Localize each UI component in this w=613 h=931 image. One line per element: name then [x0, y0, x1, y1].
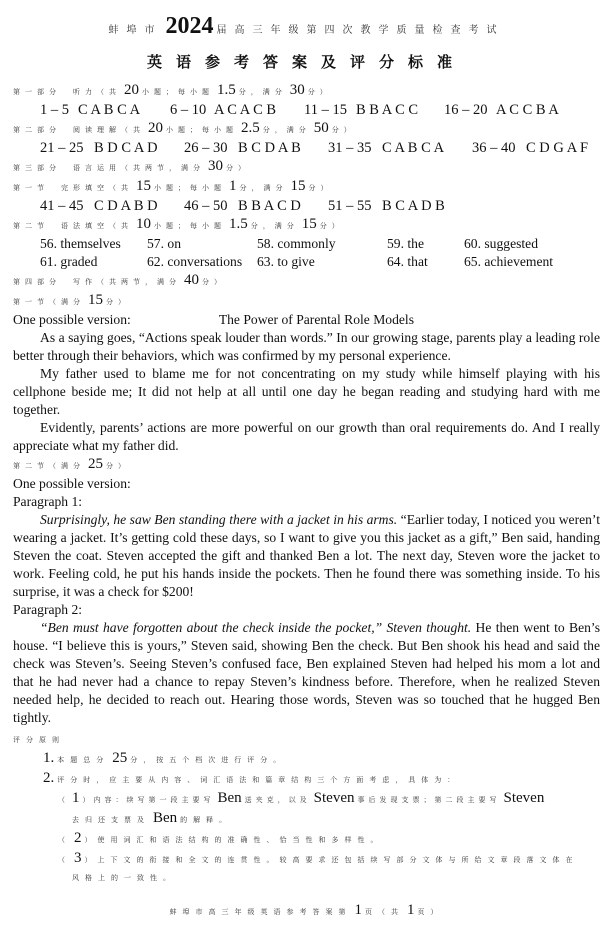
h-text: 第一节（满分 [13, 298, 85, 306]
answer-letters: B B A C D [238, 198, 301, 214]
h-text: 分） [331, 126, 356, 134]
h-text: 分） [307, 88, 332, 96]
h-num: 1 [229, 178, 237, 194]
rule-text: （ [58, 856, 71, 864]
part3-s2-header [13, 215, 600, 235]
rule-num: 1 [72, 790, 80, 806]
page-title: 英语参考答案及评分标准 [146, 53, 466, 71]
answer-item: 61. graded [40, 254, 98, 269]
rule-2-3 [13, 849, 600, 869]
answer-letters: B C A D B [382, 198, 445, 214]
part4-header [13, 271, 600, 291]
part4-s2-header [13, 455, 600, 475]
answer-letters: A C C B A [496, 102, 559, 118]
part4-s1-header [13, 291, 600, 311]
h-text: 小题；每小题 [142, 88, 214, 96]
given-sentence: Surprisingly, he saw Ben standing there with a jacket in his arms. [40, 512, 398, 527]
answer-range: 11 – 15 [304, 102, 347, 118]
part2-header [13, 119, 600, 139]
h-num: 15 [290, 178, 306, 194]
answer-item: 58. commonly [257, 236, 336, 251]
h-text: 分，满分 [262, 126, 311, 134]
answer-item: 65. achievement [464, 254, 554, 269]
h-text: 小题；每小题 [166, 126, 238, 134]
rule-text: ）内容：续写第一段主要写 [82, 796, 215, 804]
h-text: 分） [106, 462, 130, 470]
answer-item: 63. to give [257, 254, 315, 269]
part1-answers [13, 101, 600, 119]
title-exam: 届高三年级第四次教学质量检查考试 [216, 25, 505, 36]
h-num: 30 [208, 158, 223, 174]
answer-letters: C D A B D [94, 198, 158, 214]
h-text: 小题；每小题 [154, 184, 226, 192]
part3-s1-answers [13, 197, 600, 215]
essay-2 [13, 475, 600, 727]
answer-range: 16 – 20 [444, 102, 488, 118]
rule-1 [13, 749, 600, 769]
rule-2-2 [13, 829, 600, 849]
h-text: 分，满分 [238, 88, 287, 96]
answer-range: 46 – 50 [184, 198, 228, 214]
answer-letters: C D G A F [526, 140, 589, 156]
answer-letters: C A B C A [78, 102, 141, 118]
rule-text: 事后发现支票；第二段主要写 [357, 796, 501, 804]
h-num: 15 [88, 292, 103, 308]
intro-label: One possible version: [13, 312, 131, 327]
part1-header [13, 81, 600, 101]
rule-text: 本题总分 [57, 756, 110, 764]
h-text: 第二节 语法填空（共 [13, 222, 133, 230]
h-num: 2.5 [241, 120, 260, 136]
rule-text: 分，按五个档次进行评分。 [130, 756, 287, 764]
rule-text: 送夹克，以及 [244, 796, 311, 804]
h-text: 分，满分 [250, 222, 299, 230]
rule-num: Steven [503, 790, 545, 806]
h-text: 分） [106, 298, 130, 306]
h-text: 第二节（满分 [13, 462, 85, 470]
h-num: 25 [88, 456, 103, 472]
answer-range: 26 – 30 [184, 140, 228, 156]
answer-range: 21 – 25 [40, 140, 84, 156]
h-text: 第二部分 阅读理解（共 [13, 126, 145, 134]
h-text: 分） [226, 164, 250, 172]
rule-text: 的解释。 [180, 816, 233, 824]
h-num: 50 [313, 120, 329, 136]
answer-item: 56. themselves [40, 236, 121, 251]
answer-letters: B D C A D [94, 140, 158, 156]
paragraph-label: Paragraph 1: [13, 494, 83, 509]
h-text: 分） [202, 278, 226, 286]
intro-label: One possible version: [13, 476, 131, 491]
paragraph: Evidently, parents’ actions are more powerful on our growth than oral requirements do. And I really appreciate what my father did. [13, 420, 600, 453]
paragraph: My father used to blame me for not concentrating on my study while himself playing with his cellphone beside me; It did not help at all until one day he began reading and studying hard with me together. [13, 366, 600, 417]
answer-letters: A C A C B [214, 102, 277, 118]
answer-range: 36 – 40 [472, 140, 516, 156]
rules-header: 评分原则 [13, 736, 65, 744]
title-year: 2024 [165, 13, 214, 39]
rule-text: （ [58, 796, 69, 804]
part3-s2-answers [13, 235, 600, 271]
h-num: 1.5 [229, 216, 248, 232]
part3-header [13, 157, 600, 177]
given-sentence: “Ben must have forgotten about the check inside the pocket,” Steven thought. [40, 620, 472, 635]
answer-item: 59. the [387, 236, 424, 251]
h-num: 20 [148, 120, 163, 136]
rule-num: 2 [74, 830, 82, 846]
h-num: 20 [124, 82, 139, 98]
paragraph: As a saying goes, “Actions speak louder than words.” In our growing stage, parents play a leading role better through their behaviors, which was confirmed by my personal experience. [13, 330, 600, 363]
answer-letters: B C D A B [238, 140, 301, 156]
h-text: 分） [319, 222, 344, 230]
answer-item: 57. on [147, 236, 181, 251]
h-text: 第一节 完形填空（共 [13, 184, 133, 192]
answer-range: 41 – 45 [40, 198, 84, 214]
rule-text: （ [58, 836, 71, 844]
answer-range: 31 – 35 [328, 140, 372, 156]
title-city: 蚌埠市 [108, 25, 163, 36]
footer-text: 蚌埠市高三年级英语参考答案第 [169, 908, 352, 916]
answer-range: 1 – 5 [40, 102, 69, 118]
part2-answers [13, 139, 600, 157]
rule-num: Ben [217, 790, 242, 806]
paragraph-label: Paragraph 2: [13, 602, 83, 617]
rule-text: 去归还支票及 [72, 816, 150, 824]
h-num: 15 [301, 216, 317, 232]
h-num: 30 [289, 82, 305, 98]
h-num: 15 [136, 178, 151, 194]
rule-number: 2. [43, 770, 55, 786]
h-num: 10 [136, 216, 151, 232]
exam-title [13, 12, 600, 45]
rule-2-3-cont: 风格上的一致性。 [72, 874, 176, 882]
part3-s1-header [13, 177, 600, 197]
h-num: 40 [184, 272, 199, 288]
page-footer [13, 901, 600, 921]
paragraph: “Earlier today, I noticed you weren’t wearing a jacket. It’s getting cold these days, so I want to give you this jacket as a gift,” Ben said, handing Steven the coat. Steven accepted the gift and thanked Ben a lot. The next day, Steven wore the jacket to work. Feeling cold, he put his hands inside the pockets. Then he found there was something inside. To his surprise, it was a check for $200! [13, 512, 600, 599]
footer-text: 页） [417, 908, 444, 916]
rule-text: 评分时，应主要从内容、词汇语法和篇章结构三个方面考虑，具体为： [57, 776, 461, 784]
essay-1 [13, 311, 600, 455]
rule-num: 3 [74, 850, 82, 866]
rule-num: Steven [313, 790, 355, 806]
essay-title: The Power of Parental Role Models [218, 312, 414, 327]
rule-text: ）使用词汇和语法结构的准确性、恰当性和多样性。 [84, 836, 384, 844]
rule-number: 1. [43, 750, 55, 766]
h-num: 1.5 [217, 82, 236, 98]
rule-text: ）上下文的衔接和全文的连贯性。较高要求还包括续写部分文体与所给文章段落文体在 [84, 856, 579, 864]
page-total: 1 [407, 902, 415, 918]
rule-2-1-cont [13, 809, 600, 829]
rule-2-1 [13, 789, 600, 809]
answer-letters: C A B C A [382, 140, 445, 156]
answer-item: 62. conversations [147, 254, 243, 269]
h-text: 第四部分 写作（共两节，满分 [13, 278, 181, 286]
h-text: 小题；每小题 [154, 222, 226, 230]
page-number: 1 [354, 902, 362, 918]
h-text: 第一部分 听力（共 [13, 88, 121, 96]
footer-text: 页（共 [365, 908, 404, 916]
answer-range: 6 – 10 [170, 102, 207, 118]
rule-num: Ben [153, 810, 178, 826]
rule-2 [13, 769, 600, 789]
h-text: 分） [308, 184, 333, 192]
answer-letters: B B A C C [356, 102, 419, 118]
rule-num: 25 [112, 750, 128, 766]
h-text: 分，满分 [239, 184, 288, 192]
h-text: 第三部分 语言运用（共两节，满分 [13, 164, 205, 172]
answer-item: 64. that [387, 254, 428, 269]
answer-range: 51 – 55 [328, 198, 372, 214]
paragraph: He then went to Ben’s house. “I believe this is yours,” Steven said, showing Ben the check. But Ben shook his head and said the check was Steven’s. Seeing Steven’s confused face, Ben explained Steven had helped his mom a lot and that he had never had a chance to repay Steven’s kindness before. Therefore, when he realized Steven needed help, he decided to reach out. Hearing those words, Steven was so touched that he hugged Ben tightly. [13, 620, 600, 725]
answer-item: 60. suggested [464, 236, 539, 251]
